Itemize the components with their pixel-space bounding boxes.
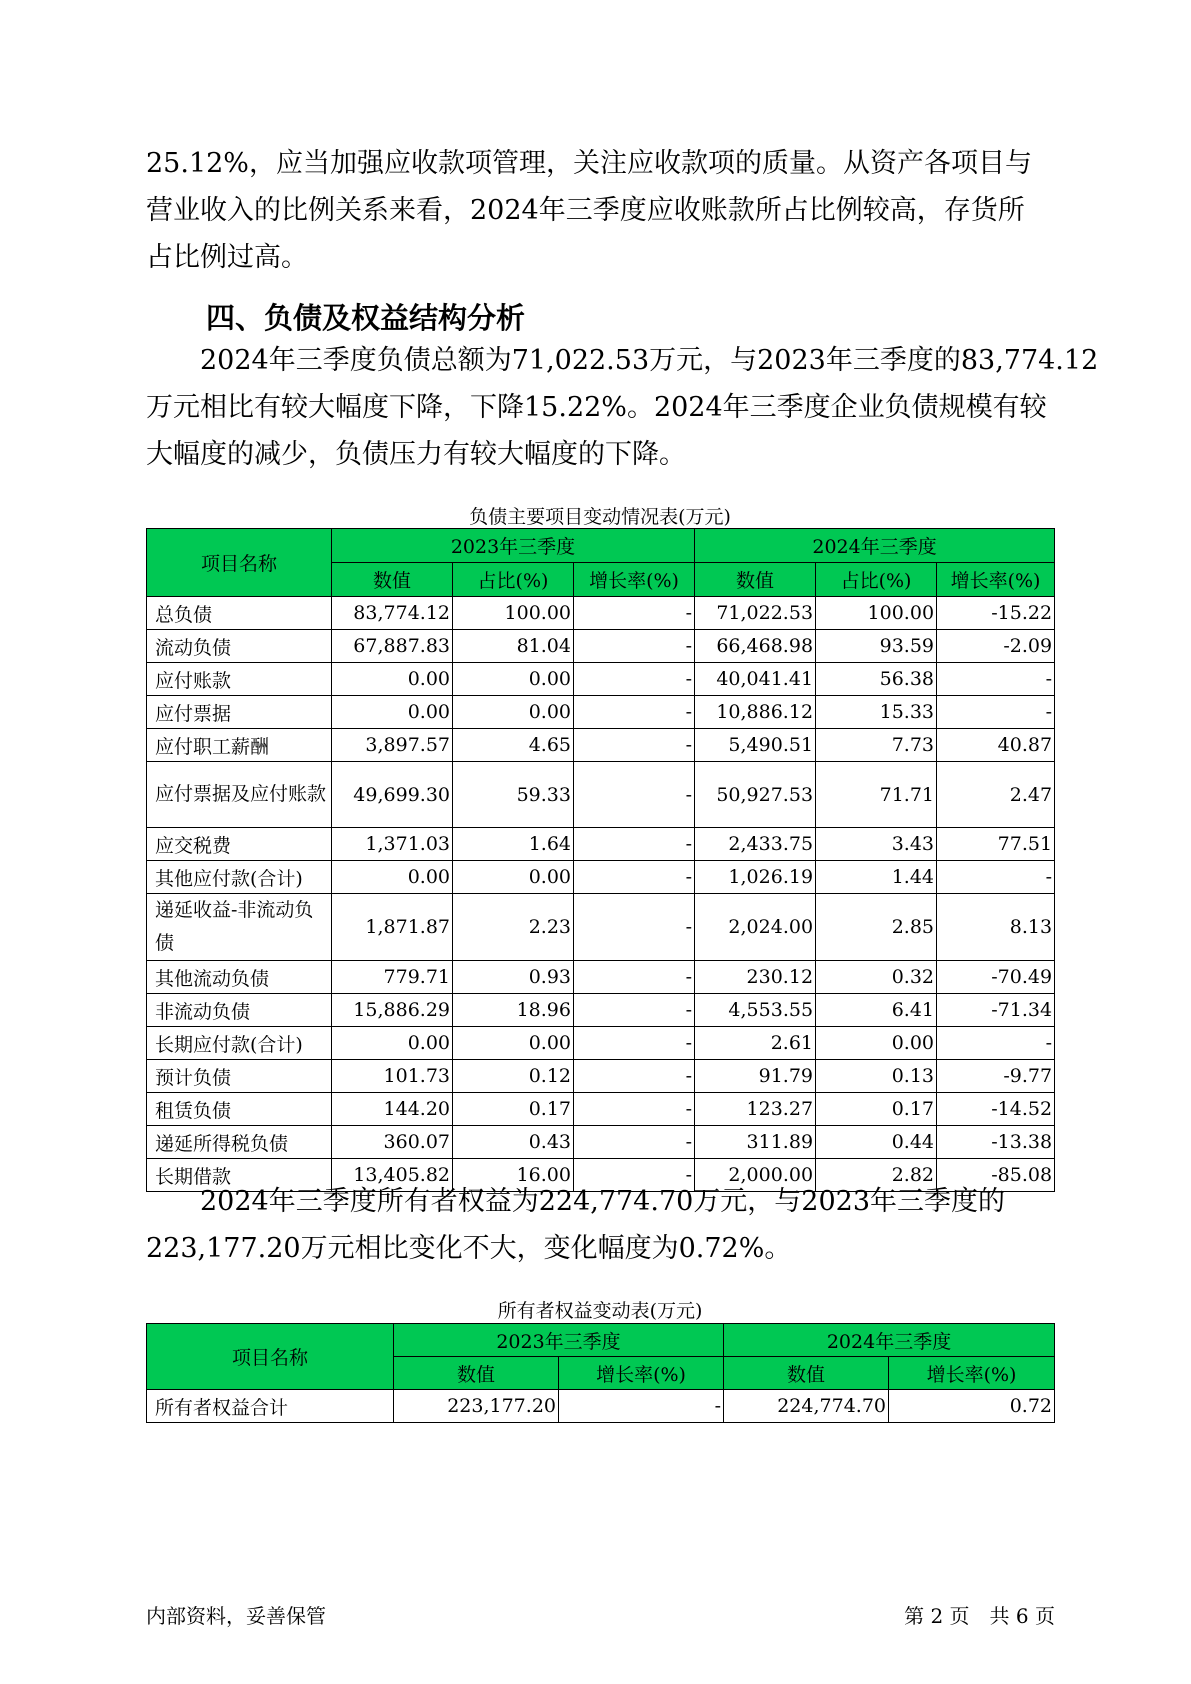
- cell-a-share: 0.00: [453, 1027, 574, 1060]
- cell-a-val: 13,405.82: [332, 1159, 453, 1192]
- table-row: [147, 1060, 1055, 1093]
- cell-a-share: 2.23: [453, 894, 574, 961]
- header-growth: 增长率(%): [574, 563, 695, 597]
- cell-a-share: 0.93: [453, 961, 574, 994]
- cell-b-share: 1.44: [816, 861, 937, 894]
- cell-b-growth: -: [937, 1027, 1055, 1060]
- cell-b-growth: 2.47: [937, 762, 1055, 828]
- cell-b-growth: -71.34: [937, 994, 1055, 1027]
- cell-b-growth: -: [937, 861, 1055, 894]
- cell-a-val: 0.00: [332, 1027, 453, 1060]
- cell-a-growth: -: [574, 630, 695, 663]
- header-value: 数值: [724, 1357, 889, 1390]
- cell-name: 流动负债: [147, 630, 332, 663]
- cell-a-share: 81.04: [453, 630, 574, 663]
- cell-a-growth: -: [574, 1027, 695, 1060]
- section-heading: 四、负债及权益结构分析: [206, 301, 526, 335]
- header-growth: 增长率(%): [889, 1357, 1055, 1390]
- cell-name: 应交税费: [147, 828, 332, 861]
- liabilities-line: 万元相比有较大幅度下降，下降15.22%。2024年三季度企业负债规模有较: [146, 392, 1047, 423]
- cell-a-growth: -: [559, 1390, 724, 1423]
- cell-name: 应付职工薪酬: [147, 729, 332, 762]
- cell-a-val: 15,886.29: [332, 994, 453, 1027]
- cell-b-share: 6.41: [816, 994, 937, 1027]
- cell-b-val: 66,468.98: [695, 630, 816, 663]
- cell-a-growth: -: [574, 1126, 695, 1159]
- cell-a-growth: -: [574, 597, 695, 630]
- cell-b-val: 40,041.41: [695, 663, 816, 696]
- liabilities-line: 2024年三季度负债总额为71,022.53万元，与2023年三季度的83,774.12: [146, 345, 1099, 376]
- cell-b-growth: -: [937, 696, 1055, 729]
- cell-b-share: 0.13: [816, 1060, 937, 1093]
- cell-b-val: 224,774.70: [724, 1390, 889, 1423]
- table-row: [147, 729, 1055, 762]
- cell-a-val: 3,897.57: [332, 729, 453, 762]
- cell-b-growth: -13.38: [937, 1126, 1055, 1159]
- header-item-name: 项目名称: [147, 1324, 394, 1390]
- cell-name: 长期借款: [147, 1159, 332, 1192]
- cell-name: 应付账款: [147, 663, 332, 696]
- cell-b-growth: -70.49: [937, 961, 1055, 994]
- cell-b-share: 2.85: [816, 894, 937, 961]
- cell-a-val: 83,774.12: [332, 597, 453, 630]
- table-row: [147, 630, 1055, 663]
- cell-b-growth: 77.51: [937, 828, 1055, 861]
- cell-b-val: 10,886.12: [695, 696, 816, 729]
- liabilities-table: [146, 528, 1055, 1192]
- cell-a-val: 0.00: [332, 861, 453, 894]
- header-value: 数值: [695, 563, 816, 597]
- cell-a-val: 101.73: [332, 1060, 453, 1093]
- cell-name: 应付票据及应付账款: [147, 762, 332, 828]
- equity-paragraph: [146, 1178, 1066, 1272]
- cell-name: 其他流动负债: [147, 961, 332, 994]
- cell-a-growth: -: [574, 663, 695, 696]
- header-item-name: 项目名称: [147, 529, 332, 597]
- cell-b-val: 91.79: [695, 1060, 816, 1093]
- equity-table: [146, 1323, 1055, 1423]
- cell-a-val: 360.07: [332, 1126, 453, 1159]
- table-row: [147, 663, 1055, 696]
- cell-b-share: 7.73: [816, 729, 937, 762]
- cell-b-growth: -85.08: [937, 1159, 1055, 1192]
- cell-b-growth: -2.09: [937, 630, 1055, 663]
- cell-a-share: 4.65: [453, 729, 574, 762]
- cell-name: 非流动负债: [147, 994, 332, 1027]
- cell-a-val: 0.00: [332, 696, 453, 729]
- cell-a-val: 223,177.20: [394, 1390, 559, 1423]
- cell-a-growth: -: [574, 828, 695, 861]
- footer-page-number: 第 2 页 共 6 页: [904, 1604, 1055, 1628]
- cell-a-share: 100.00: [453, 597, 574, 630]
- liabilities-paragraph: [146, 337, 1099, 478]
- cell-a-val: 0.00: [332, 663, 453, 696]
- cell-a-share: 0.43: [453, 1126, 574, 1159]
- cell-a-val: 779.71: [332, 961, 453, 994]
- liabilities-table-caption: 负债主要项目变动情况表(万元): [469, 506, 731, 528]
- header-period-2023: 2023年三季度: [394, 1324, 724, 1357]
- cell-a-val: 1,871.87: [332, 894, 453, 961]
- cell-a-growth: -: [574, 861, 695, 894]
- cell-name: 应付票据: [147, 696, 332, 729]
- cell-a-share: 0.00: [453, 861, 574, 894]
- header-value: 数值: [332, 563, 453, 597]
- table-row: [147, 597, 1055, 630]
- cell-a-growth: -: [574, 1093, 695, 1126]
- footer-confidential-note: 内部资料，妥善保管: [146, 1604, 326, 1628]
- table-row: [147, 828, 1055, 861]
- cell-b-val: 311.89: [695, 1126, 816, 1159]
- cell-name: 所有者权益合计: [147, 1390, 394, 1423]
- cell-a-growth: -: [574, 762, 695, 828]
- header-share: 占比(%): [453, 563, 574, 597]
- cell-a-growth: -: [574, 696, 695, 729]
- table-row: [147, 861, 1055, 894]
- cell-a-share: 0.17: [453, 1093, 574, 1126]
- header-period-2023: 2023年三季度: [332, 529, 695, 563]
- cell-b-val: 230.12: [695, 961, 816, 994]
- cell-a-growth: -: [574, 729, 695, 762]
- cell-name: 递延收益-非流动负债: [147, 894, 332, 961]
- cell-a-growth: -: [574, 994, 695, 1027]
- cell-b-growth: -: [937, 663, 1055, 696]
- cell-b-growth: -14.52: [937, 1093, 1055, 1126]
- cell-b-share: 0.32: [816, 961, 937, 994]
- cell-b-val: 71,022.53: [695, 597, 816, 630]
- cell-b-val: 2.61: [695, 1027, 816, 1060]
- cell-b-share: 0.17: [816, 1093, 937, 1126]
- cell-a-val: 144.20: [332, 1093, 453, 1126]
- header-growth: 增长率(%): [937, 563, 1055, 597]
- intro-line: 25.12%，应当加强应收款项管理，关注应收款项的质量。从资产各项目与: [146, 148, 1032, 179]
- liabilities-line: 大幅度的减少，负债压力有较大幅度的下降。: [146, 439, 686, 470]
- cell-b-share: 15.33: [816, 696, 937, 729]
- cell-b-share: 0.44: [816, 1126, 937, 1159]
- cell-b-val: 2,024.00: [695, 894, 816, 961]
- cell-b-share: 0.00: [816, 1027, 937, 1060]
- cell-a-val: 49,699.30: [332, 762, 453, 828]
- cell-a-share: 0.00: [453, 696, 574, 729]
- table-row: [147, 1093, 1055, 1126]
- table-row: [147, 1126, 1055, 1159]
- cell-b-val: 4,553.55: [695, 994, 816, 1027]
- equity-line: 223,177.20万元相比变化不大，变化幅度为0.72%。: [146, 1233, 792, 1264]
- cell-b-growth: -9.77: [937, 1060, 1055, 1093]
- cell-b-growth: 40.87: [937, 729, 1055, 762]
- header-share: 占比(%): [816, 563, 937, 597]
- table-row: [147, 961, 1055, 994]
- cell-b-growth: 8.13: [937, 894, 1055, 961]
- header-value: 数值: [394, 1357, 559, 1390]
- cell-a-share: 59.33: [453, 762, 574, 828]
- cell-name: 其他应付款(合计): [147, 861, 332, 894]
- cell-a-growth: -: [574, 1159, 695, 1192]
- cell-a-share: 0.12: [453, 1060, 574, 1093]
- cell-name: 租赁负债: [147, 1093, 332, 1126]
- cell-name: 递延所得税负债: [147, 1126, 332, 1159]
- cell-name: 预计负债: [147, 1060, 332, 1093]
- cell-b-val: 50,927.53: [695, 762, 816, 828]
- header-period-2024: 2024年三季度: [724, 1324, 1055, 1357]
- cell-name: 长期应付款(合计): [147, 1027, 332, 1060]
- cell-b-share: 71.71: [816, 762, 937, 828]
- cell-a-val: 1,371.03: [332, 828, 453, 861]
- table-row: [147, 894, 1055, 961]
- table-row: [147, 696, 1055, 729]
- cell-a-share: 1.64: [453, 828, 574, 861]
- cell-a-growth: -: [574, 1060, 695, 1093]
- table-row: [147, 1027, 1055, 1060]
- cell-b-val: 123.27: [695, 1093, 816, 1126]
- table-row: [147, 762, 1055, 828]
- intro-paragraph: [146, 140, 1066, 281]
- cell-b-growth: -15.22: [937, 597, 1055, 630]
- cell-b-share: 3.43: [816, 828, 937, 861]
- intro-line: 营业收入的比例关系来看，2024年三季度应收账款所占比例较高，存货所: [146, 195, 1025, 226]
- cell-b-growth: 0.72: [889, 1390, 1055, 1423]
- cell-name: 总负债: [147, 597, 332, 630]
- cell-b-share: 56.38: [816, 663, 937, 696]
- equity-table-caption: 所有者权益变动表(万元): [497, 1300, 703, 1322]
- cell-b-share: 100.00: [816, 597, 937, 630]
- header-growth: 增长率(%): [559, 1357, 724, 1390]
- cell-a-share: 16.00: [453, 1159, 574, 1192]
- cell-b-val: 2,000.00: [695, 1159, 816, 1192]
- cell-b-val: 2,433.75: [695, 828, 816, 861]
- table-row: [147, 1390, 1055, 1423]
- cell-a-growth: -: [574, 894, 695, 961]
- cell-b-share: 93.59: [816, 630, 937, 663]
- cell-b-val: 5,490.51: [695, 729, 816, 762]
- cell-a-share: 0.00: [453, 663, 574, 696]
- intro-line: 占比例过高。: [146, 242, 308, 273]
- header-period-2024: 2024年三季度: [695, 529, 1055, 563]
- table-row: [147, 994, 1055, 1027]
- equity-line: 2024年三季度所有者权益为224,774.70万元，与2023年三季度的: [146, 1186, 1006, 1217]
- cell-a-val: 67,887.83: [332, 630, 453, 663]
- cell-b-val: 1,026.19: [695, 861, 816, 894]
- cell-a-share: 18.96: [453, 994, 574, 1027]
- cell-a-growth: -: [574, 961, 695, 994]
- cell-b-share: 2.82: [816, 1159, 937, 1192]
